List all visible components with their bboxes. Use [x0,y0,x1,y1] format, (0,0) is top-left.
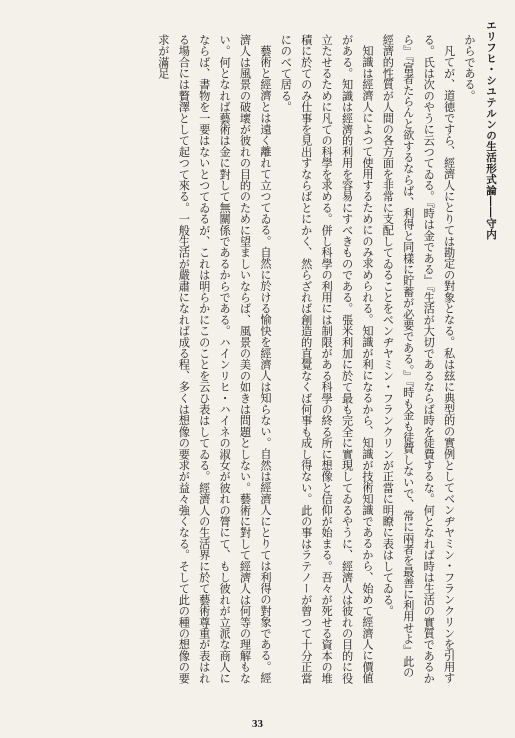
body-text [34,34,479,689]
running-header: エリフヒ・シユテルンの生活形式論――守内 [485,20,497,240]
paragraph-4: 藝術と經濟とは遠く離れて立つてゐる。自然に於ける愉快を經濟人は知らない。自然は經濟人にとりては利得の對象である。經濟人は風景の破壞が彼れの目的のために望ましいならば、風景の美の如きは問題としない。藝術に對して經濟人は何等の理解もない。何となれば藝術は金に對して無關係であるからである。ハインリヒ・ハイネの淑女が彼れの膂にて、もし彼れが立派な商人にならば、書物を一要はないとつてゐるが、これは明らかにこのことを云ひ表はしてゐる。經濟人の生活界に於て藝術尊重が表はれる場合には贅澤として起つて來る。一般生活が嚴肅になれば成る程、多くは想像の要求が益々強くなる。そして此の種の想像の要求が滿足 [156,34,272,684]
page-number: 33 [252,718,263,730]
paragraph-2: 凡てが、道徳ですら、經濟人にとりては勘定の對象となる。私は玆に典型的の實例としてベンヂヤミン・フランクリンを引用する。氏は次のやうに云つてゐる。『時は金である』『生活が大切であるならば時を徒費するな。何となれば時は生活の實質であるから』『富者たらんと欲するならば、利得と同樣に貯蓄が必要である。』『時も金も徒費しないで、常に兩者を最善に利用せよ』此の經濟的性質が人間の各方面を非常に支配してゐることをベンヂヤミン・フランクリンが正當に明瞭に表はしてゐる。 [381,34,456,684]
paragraph-3: 知識は經濟人によつて使用するためにのみ求められる。知識が利になるから、知識が技術知識であるから、始めて經濟人に價値がある。知識は經濟的利用を容易にすべきものである。張米利加に於て最も完全に實現してゐるやうに、經濟人は彼れの目的に役立たせるために凡ての科學を求める。併し科學の利用には制限がある科學の終る所に想像と信仰が始まる。吾々が死せる資本の堆積に於てのみ仕事を見出すならばとにかく、然らざれば創造的直覺なくば何事も成し得ない。此の事はラテノーが曾つて十分正當にのべて居る。 [279,34,374,684]
paragraph-1: からである。 [463,34,476,102]
